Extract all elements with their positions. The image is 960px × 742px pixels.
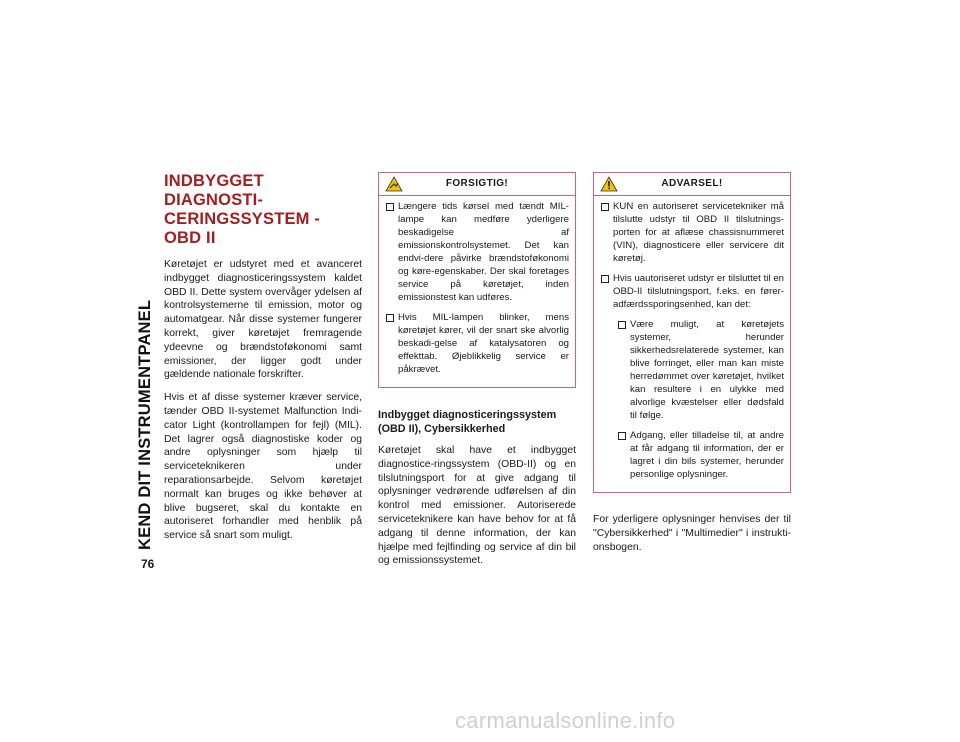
paragraph: Hvis et af disse systemer kræver service, tænder OBD II-systemet Malfunction Indi-cator Light (kontrollampen for fejl) (MIL). Det lagrer også diagnostiske koder og andre oplysninger som hjælp til serviceteknikeren under reparationsarbejde. Selvom køretøjet normalt kan bruges og ikke behøver at blive bugseret, skal du kontakte en autoriseret forhandler med henblik på service så snart som muligt. [164,392,362,542]
page-number: 76 [141,557,155,571]
column-2 [378,172,576,577]
chapter-side-title: KEND DIT INSTRUMENTPANEL [136,299,154,550]
caution-item: Længere tids kørsel med tændt MIL-lampe kan medføre yderligere beskadigelse af emissionskontrolsystemet. Det kan endvi-dere påvirke brændstoføkonomi og køre-egenskaber. Der skal foretages service på køretøjet, inden emissionstest kan udføres. [385,200,569,304]
column-3 [593,172,791,563]
watermark: carmanualsonline.info [455,708,676,733]
caution-box [378,172,576,388]
warning-subitem: Adgang, eller tilladelse til, at andre at får adgang til information, der er lagret i din bils systemer, herunder personlige oplysninger. [617,429,784,481]
caution-header [379,173,575,196]
warning-exclamation-icon [600,176,618,192]
caution-title: FORSIGTIG! [445,178,509,189]
caution-warning-icon [385,176,403,192]
warning-title: ADVARSEL! [661,178,723,189]
paragraph: Køretøjet skal have et indbygget diagnostice-ringssystem (OBD-II) og en tilslutningsport for at give adgang til oplysninger vedrørende udførelsen af din kontrol med emissioner. Autoriserede serviceteknikere kan have behov for at få adgang til denne information, der kan hjælpe med fejlfinding og service af din bil og emissionssystemet. [378,445,576,567]
paragraph: For yderligere oplysninger henvises der til "Cybersikkerhed" i "Multimedier" i instrukti-onsbogen. [593,514,791,553]
warning-item: KUN en autoriseret servicetekniker må tilslutte udstyr til OBD II tilslutnings-porten for at aflæse chassisnummeret (VIN), diagnosticere eller servicere dit køretøj. [600,200,784,265]
warning-box [593,172,791,493]
subheading: Indbygget diagnosticeringssystem (OBD II), Cybersikkerhed [378,409,557,435]
warning-header [594,173,790,196]
caution-item: Hvis MIL-lampen blinker, mens køretøjet kører, vil der snart ske alvorlig beskadi-gelse af katalysatoren og effekttab. Øjeblikkelig service er påkrævet. [385,311,569,376]
column-1 [164,172,362,552]
section-heading: INDBYGGET DIAGNOSTI-CERINGSSYSTEM - OBD II [164,172,321,247]
paragraph: Køretøjet er udstyret med et avanceret indbygget diagnosticeringssystem kaldet OBD II. Dette system overvåger ydelsen af kontrolsystemerne til emission, motor og automatgear. Når disse systemer fungerer korrekt, giver køretøjet fremragende ydeevne og brændstoføkonomi samt emissioner, der ligger godt under gældende nationale forskrifter. [164,259,362,381]
warning-subitem: Være muligt, at køretøjets systemer, herunder sikkerhedsrelaterede systemer, kan blive forringet, eller man kan miste herredømmet over køretøjet, hvilket kan resultere i en ulykke med alvorlige kvæstelser eller dødsfald til følge. [617,318,784,422]
warning-item: Hvis uautoriseret udstyr er tilsluttet til en OBD-II tilslutningsport, f.eks. en fører-adfærdssporingsenhed, kan det: [600,272,784,311]
